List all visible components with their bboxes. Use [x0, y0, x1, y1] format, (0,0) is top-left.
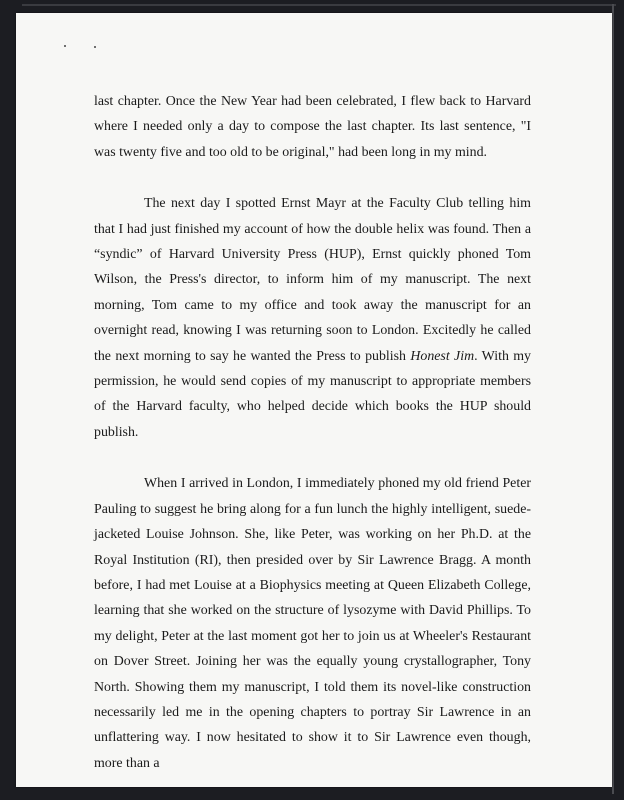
paragraph-2-text-b: . With my permission, he would send copies of my manuscript to appropriate members of the Harvard faculty, who helped decide which books the HUP should publish. — [94, 348, 531, 440]
stray-mark — [64, 45, 66, 47]
paragraph-3 — [94, 471, 531, 776]
paragraph-gap — [94, 445, 531, 471]
manuscript-text — [94, 89, 531, 776]
paragraph-2 — [94, 191, 531, 445]
paragraph-1 — [94, 89, 531, 165]
paragraph-2-text-a: The next day I spotted Ernst Mayr at the Faculty Club telling him that I had just finished my account of how the double helix was found. Then a “syndic” of Harvard University Press (HUP), Ernst quickly phoned Tom Wilson, the Press's director, to inform him of my manuscript. The next morning, Tom came to my office and took away the manuscript for an overnight read, knowing I was returning soon to London. Excitedly he called the next morning to say he wanted the Press to publish — [94, 196, 531, 364]
paragraph-gap — [94, 165, 531, 191]
page-edge-top — [22, 4, 616, 6]
paragraph-3-text: When I arrived in London, I immediately phoned my old friend Peter Pauling to suggest he bring along for a fun lunch the highly intelligent, suede-jacketed Louise Johnson. She, like Peter, was working on her Ph.D. at the Royal Institution (RI), then presided over by Sir Lawrence Bragg. A month before, I had met Louise at a Biophysics meeting at Queen Elizabeth College, learning that she worked on the structure of lysozyme with David Phillips. To my delight, Peter at the last moment got her to join us at Wheeler's Restaurant on Dover Street. Joining her was the equally young crystallographer, Tony North. Showing them my manuscript, I told them its novel-like construction necessarily led me in the opening chapters to portray Sir Lawrence in an unflattering way. I now hesitated to show it to Sir Lawrence even though, more than a — [94, 476, 531, 771]
page-edge-right — [612, 4, 614, 794]
stray-marks — [64, 41, 104, 49]
stray-mark — [94, 46, 96, 48]
paragraph-1-text: last chapter. Once the New Year had been celebrated, I flew back to Harvard where I needed only a day to compose the last chapter. Its last sentence, "I was twenty five and too old to be original," had been long in my mind. — [94, 94, 531, 160]
book-title: Honest Jim — [410, 348, 475, 364]
